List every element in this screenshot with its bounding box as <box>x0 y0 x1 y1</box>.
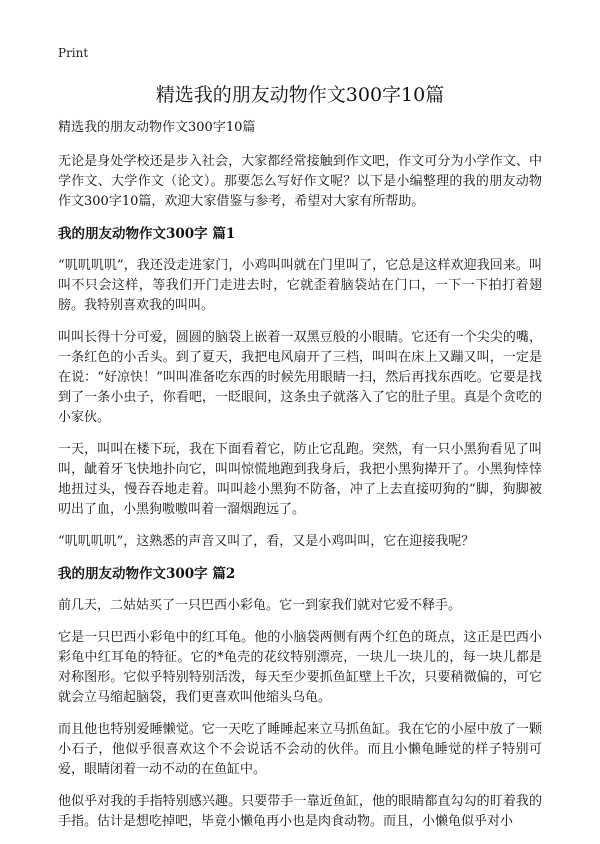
article-body <box>58 118 542 844</box>
section-1-paragraph-3: 一天，叫叫在楼下玩，我在下面看着它，防止它乱跑。突然，有一只小黑狗看见了叫叫，龇着牙飞快地扑向它，叫叫惊慌地跑到我身后，我把小黑狗撵开了。小黑狗悻悻地扭过头，慢吞吞地走着。叫叫趁小黑狗不防备，冲了上去直接叨狗的“脚，狗脚被叨出了血，小黑狗嗷嗷叫着一溜烟跑远了。 <box>58 442 542 517</box>
section-2-paragraph-4: 他似乎对我的手指特别感兴趣。只要带手一靠近鱼缸，他的眼睛都直勾勾的盯着我的手指。估计是想吃掉吧，毕竟小懒龟再小也是肉食动物。而且，小懒龟似乎对小 <box>58 794 542 829</box>
section-1-paragraph-1: “叽叽叽叽”，我还没走进家门，小鸡叫叫就在门里叫了，它总是这样欢迎我回来。叫叫不只会这样，等我们开门走进去时，它就歪着脑袋站在门口，一下一下拍打着翅膀。我特别喜欢我的叫叫。 <box>58 258 542 313</box>
section-1-paragraph-4: “叽叽叽叽”，这熟悉的声音又叫了，看，又是小鸡叫叫，它在迎接我呢？ <box>58 534 475 549</box>
section-2-paragraph-1: 前几天，二姑姑买了一只巴西小彩龟。它一到家我们就对它爱不释手。 <box>58 598 462 613</box>
print-link[interactable]: Print <box>58 46 89 60</box>
article-subtitle: 精选我的朋友动物作文300字10篇 <box>58 120 256 135</box>
section-1-paragraph-2: 叫叫长得十分可爱，圆圆的脑袋上嵌着一双黑豆般的小眼睛。它还有一个尖尖的嘴，一条红色的小舌头。到了夏天，我把电风扇开了三档，叫叫在床上又蹦又叫，一定是在说：“好凉快！”叫叫准备吃东西的时候先用眼睛一扫，然后再找东西吃。它要是找到了一条小虫子，你看吧，一眨眼间，这条虫子就落入了它的肚子里。真是个贪吃的小家伙。 <box>58 330 542 425</box>
intro-paragraph: 无论是身处学校还是步入社会，大家都经常接触到作文吧，作文可分为小学作文、中学作文、大学作文（论文）。那要怎么写好作文呢？以下是小编整理的我的朋友动物作文300字10篇，欢迎大家借鉴与参考，希望对大家有所帮助。 <box>58 154 542 209</box>
section-2-paragraph-2: 它是一只巴西小彩龟中的红耳龟。他的小脑袋两侧有两个红色的斑点，这正是巴西小彩龟中红耳龟的特征。它的*龟壳的花纹特别漂亮，一块儿一块儿的，每一块儿都是对称图形。它似乎特别特别活泼，每天至少要抓鱼缸壁上千次，只要稍微偏的，可它就会立马缩起脑袋，我们更喜欢叫他缩头乌龟。 <box>58 630 542 705</box>
section-2-paragraph-3: 而且他也特别爱睡懒觉。它一天吃了睡睡起来立马抓鱼缸。我在它的小屋中放了一颗小石子，他似乎很喜欢这个不会说话不会动的伙伴。而且小懒龟睡觉的样子特别可爱，眼睛闭着一动不动的在鱼缸中。 <box>58 722 542 777</box>
page-title: 精选我的朋友动物作文300字10篇 <box>155 84 445 106</box>
section-heading-2: 我的朋友动物作文300字 篇2 <box>58 566 236 582</box>
section-heading-1: 我的朋友动物作文300字 篇1 <box>58 226 236 242</box>
